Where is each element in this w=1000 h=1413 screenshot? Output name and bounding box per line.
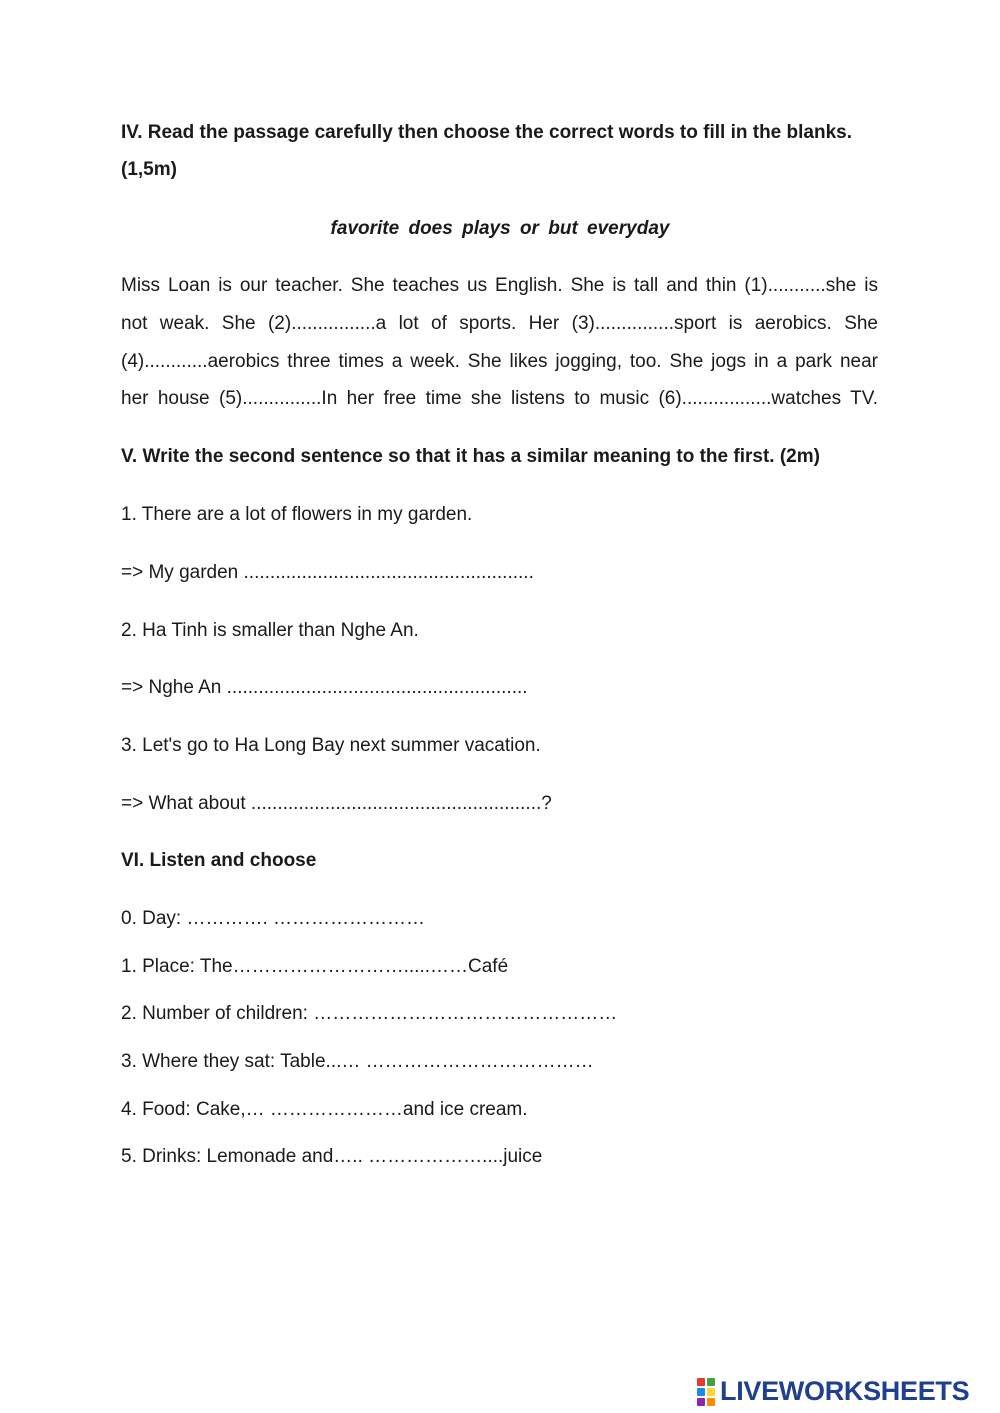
passage-line-4: her house (5)...............In her free time she listens to music (6).................watches TV. <box>121 388 878 409</box>
rewrite-answer-1: => My garden ....................................................... <box>121 562 534 583</box>
liveworksheets-logo-icon <box>697 1378 715 1406</box>
listen-item-3: 3. Where they sat: Table...… ……………………………… <box>121 1051 594 1072</box>
section4-heading-line2: (1,5m) <box>121 159 177 180</box>
rewrite-sentence-2: 2. Ha Tinh is smaller than Nghe An. <box>121 620 419 641</box>
listen-item-2: 2. Number of children: ………………………………………… <box>121 1003 618 1024</box>
rewrite-answer-3: => What about .......................................................? <box>121 793 552 814</box>
rewrite-answer-2: => Nghe An ......................................................... <box>121 677 528 698</box>
rewrite-sentence-1: 1. There are a lot of flowers in my garden. <box>121 504 473 525</box>
word-bank: favorite does plays or but everyday <box>330 218 670 239</box>
section5-heading: V. Write the second sentence so that it has a similar meaning to the first. (2m) <box>121 446 820 467</box>
listen-item-4: 4. Food: Cake,… …………………and ice cream. <box>121 1099 528 1120</box>
passage-line-3: (4)............aerobics three times a week. She likes jogging, too. She jogs in a park near <box>121 351 878 372</box>
section4-heading-line1: IV. Read the passage carefully then choose the correct words to fill in the blanks. <box>121 122 852 143</box>
passage-line-1: Miss Loan is our teacher. She teaches us English. She is tall and thin (1)...........she is <box>121 275 878 296</box>
logo-text: LIVEWORKSHEETS <box>720 1376 970 1406</box>
listen-item-1: 1. Place: The……………………….....……Café <box>121 956 509 977</box>
rewrite-sentence-3: 3. Let's go to Ha Long Bay next summer vacation. <box>121 735 541 756</box>
liveworksheets-logo[interactable] <box>697 1376 969 1407</box>
listen-item-0: 0. Day: …………. …………………… <box>121 908 426 929</box>
section6-heading: VI. Listen and choose <box>121 850 317 871</box>
passage-line-2: not weak. She (2)................a lot of sports. Her (3)...............sport is aerobics. She <box>121 313 878 334</box>
listen-item-5: 5. Drinks: Lemonade and….. ………………....juice <box>121 1146 543 1167</box>
